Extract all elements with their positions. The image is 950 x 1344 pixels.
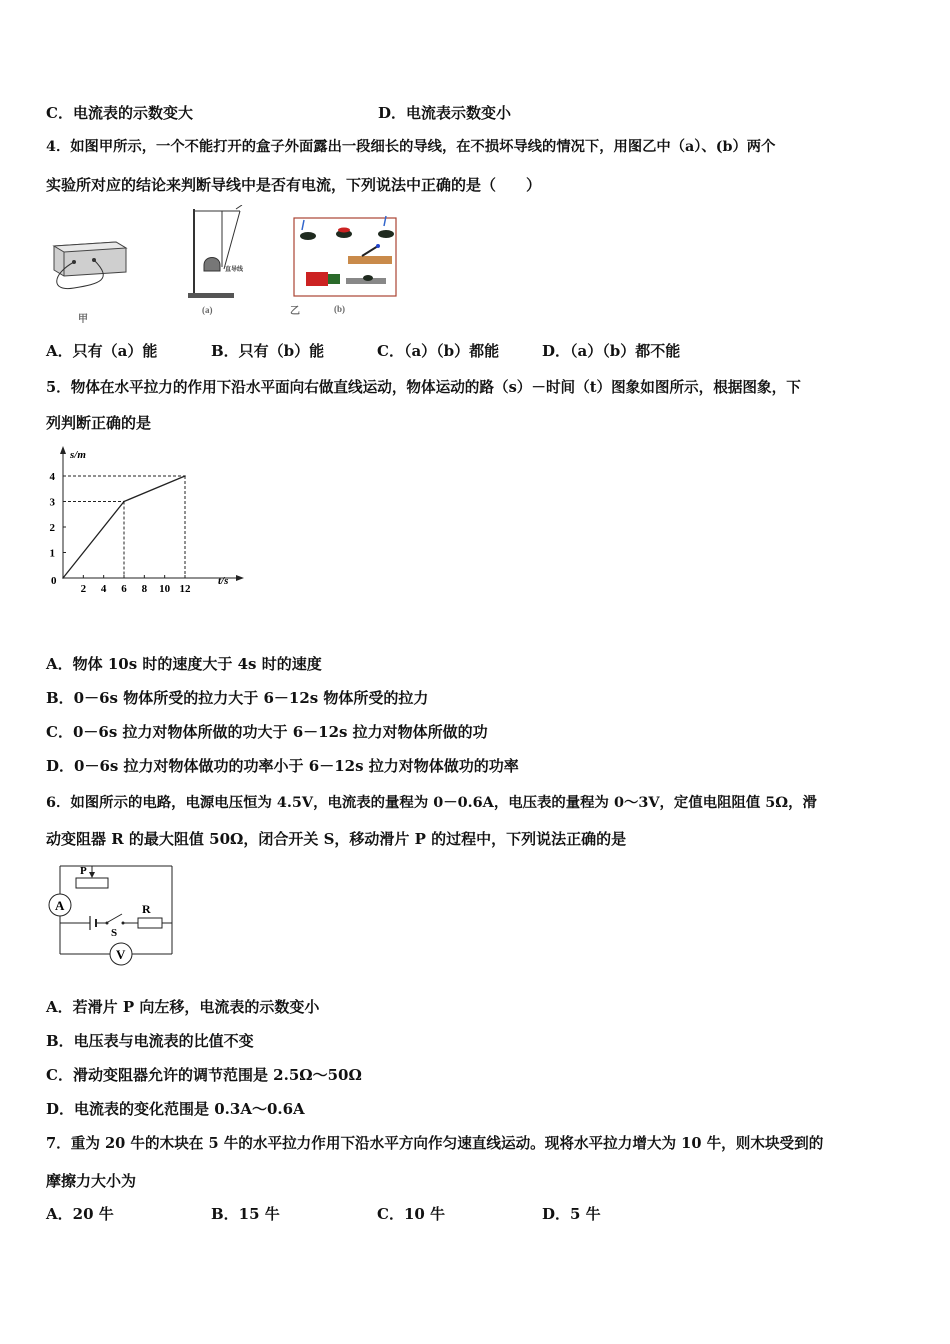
q6-option-b: B．电压表与电流表的比值不变 [46,1032,254,1050]
figure-b-circuit [282,212,402,320]
switch-label: S [111,927,118,939]
q6-stem-line2: 动变阻器 R 的最大阻值 50Ω，闭合开关 S，移动滑片 P 的过程中，下列说法正确的是 [46,830,627,848]
slide-rheostat [76,878,108,888]
x-tick-label: 6 [121,583,127,592]
q4-option-b: B．只有（b）能 [211,342,325,360]
y-axis-label: s/m [70,449,86,461]
x-tick-label: 4 [100,583,107,592]
q4-option-c: C．（a）（b）都能 [377,342,500,360]
q7-option-b: B．15 牛 [211,1205,280,1223]
label-wire: 直导线 [225,267,244,273]
q6-option-c: C．滑动变阻器允许的调节范围是 2.5Ω～50Ω [46,1066,362,1084]
slider-label-p: P [80,865,87,877]
q5-option-d: D．0－6s 拉力对物体做功的功率小于 6－12s 拉力对物体做功的功率 [46,757,519,775]
q5-option-b: B．0－6s 物体所受的拉力大于 6－12s 物体所受的拉力 [46,689,429,707]
box-figure [44,222,136,328]
q7-stem-line2: 摩擦力大小为 [46,1172,137,1190]
data-point [62,577,64,579]
q4-stem-line2: 实验所对应的结论来判断导线中是否有电流，下列说法中正确的是（ ） [46,176,542,194]
label-a: (a) [202,305,213,315]
q3-option-d: D．电流表示数变小 [378,104,512,122]
fixed-resistor [138,918,162,928]
y-tick-label: 2 [49,522,55,534]
q6-stem-line1: 6．如图所示的电路，电源电压恒为 4.5V，电流表的量程为 0－0.6A，电压表的量程为 0～3V，定值电阻阻值 5Ω，滑 [46,794,817,811]
q6-option-d: D．电流表的变化范围是 0.3A～0.6A [46,1100,305,1118]
q4-option-d: D．（a）（b）都不能 [542,342,681,360]
q5-option-c: C．0－6s 拉力对物体所做的功大于 6－12s 拉力对物体所做的功 [46,723,488,741]
y-tick-label: 1 [49,547,55,560]
resistor-label: R [142,902,151,916]
label-b: (b) [334,304,345,314]
label-yi: 乙 [290,306,300,317]
q7-option-a: A．20 牛 [46,1205,114,1223]
ammeter-label: A [55,898,65,913]
figure-a-compass [180,205,270,317]
x-axis-label: t/s [218,575,229,587]
data-point [123,501,125,503]
q4-option-a: A．只有（a）能 [46,342,158,360]
x-axis-arrow [236,575,244,581]
y-axis-arrow [60,446,66,454]
q4-stem-line1: 4．如图甲所示，一个不能打开的盒子外面露出一段细长的导线，在不损坏导线的情况下，用图乙中（a）、(b）两个 [46,139,776,155]
q7-option-d: D．5 牛 [542,1205,601,1223]
s-t-graph [40,442,250,592]
q7-option-c: C．10 牛 [377,1205,446,1223]
circuit-diagram [44,860,182,968]
data-point [184,475,186,477]
label-jia: 甲 [78,314,88,325]
q5-stem-line2: 列判断正确的是 [46,414,152,432]
y-tick-label: 3 [49,496,55,509]
q6-option-a: A．若滑片 P 向左移，电流表的示数变小 [46,998,320,1016]
q7-stem-line1: 7．重为 20 牛的木块在 5 牛的水平拉力作用下沿水平方向作匀速直线运动。现将水平拉力增大为 10 牛，则木块受到的 [46,1135,824,1152]
origin-label: 0 [51,575,57,587]
q3-option-c: C．电流表的示数变大 [46,104,193,122]
q5-stem-line1: 5．物体在水平拉力的作用下沿水平面向右做直线运动，物体运动的路（s）－时间（t）图象如图所示，根据图象，下 [46,379,801,396]
y-tick-label: 4 [49,471,55,483]
voltmeter-label: V [116,947,126,962]
q5-option-a: A．物体 10s 时的速度大于 4s 时的速度 [46,655,322,673]
x-tick-label: 10 [159,583,171,592]
x-tick-label: 12 [179,583,191,592]
x-tick-label: 2 [80,583,87,592]
x-tick-label: 8 [141,583,148,592]
